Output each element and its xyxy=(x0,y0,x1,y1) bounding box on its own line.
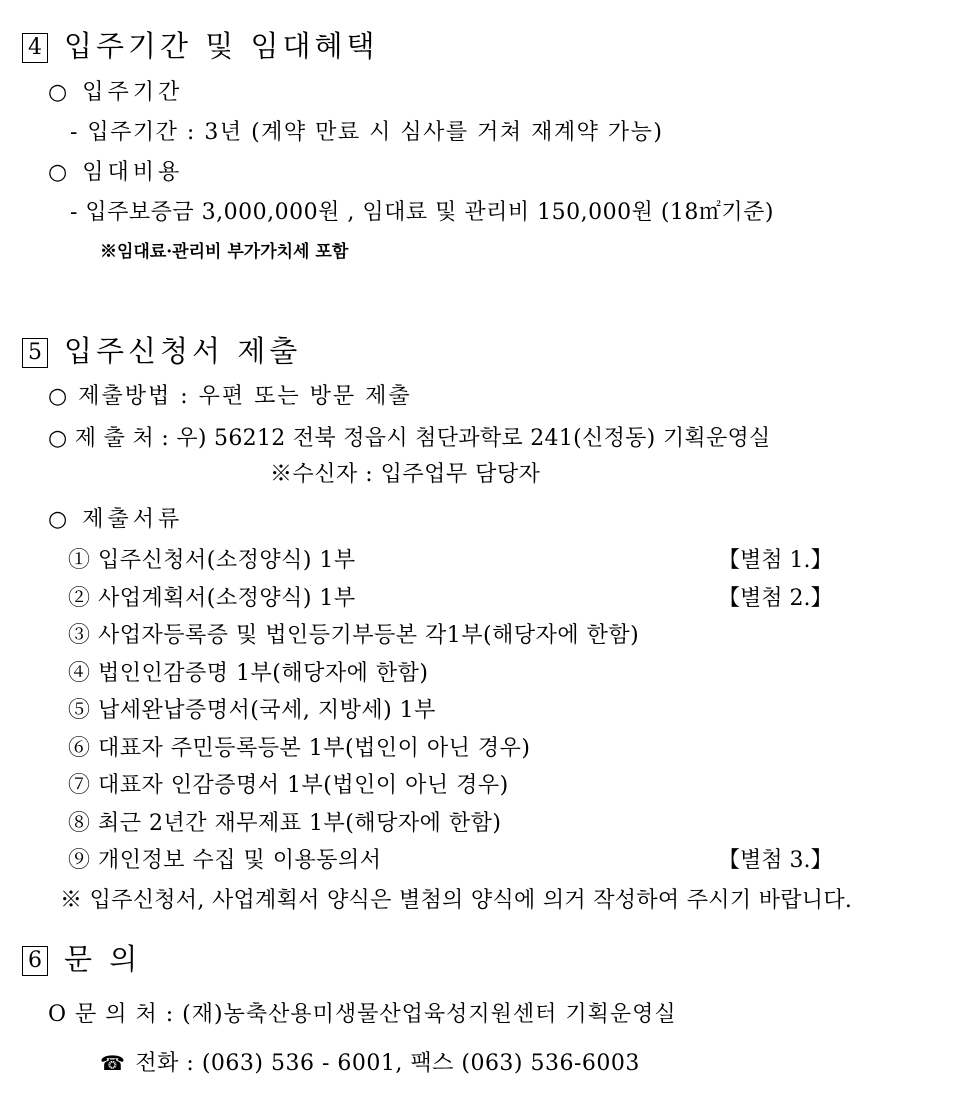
cost-note: ※임대료·관리비 부가가치세 포함 xyxy=(100,242,349,262)
list-item: ① 입주신청서(소정양식) 1부 xyxy=(68,548,356,573)
submit-method: ○ 제출방법 : 우편 또는 방문 제출 xyxy=(48,384,412,409)
phone-line xyxy=(100,1048,640,1079)
section-title: 입주신청서 제출 xyxy=(64,334,302,368)
list-item: ② 사업계획서(소정양식) 1부 xyxy=(68,585,356,611)
recipient-note: ※수신자 : 입주업무 담당자 xyxy=(270,462,541,487)
submit-place: ○ 제 출 처 : 우) 56212 전북 정읍시 첨단과학로 241(신정동) 기획운영실 xyxy=(48,426,771,451)
phone-text: 전화 : (063) 536 - 6001, 팩스 (063) 536-6003 xyxy=(135,1051,640,1076)
list-item: ④ 법인인감증명 1부(해당자에 한함) xyxy=(68,660,429,686)
list-item: ⑤ 납세완납증명서(국세, 지방세) 1부 xyxy=(68,698,436,723)
period-heading: ○ 입주기간 xyxy=(48,80,184,105)
section-6-heading xyxy=(22,940,141,978)
list-item: ⑨ 개인정보 수집 및 이용동의서 xyxy=(68,848,382,873)
list-item: ⑦ 대표자 인감증명서 1부(법인이 아닌 경우) xyxy=(68,773,509,798)
section-number-box: 4 xyxy=(22,33,48,63)
contact-line: O 문 의 처 : (재)농축산용미생물산업육성지원센터 기획운영실 xyxy=(48,1002,677,1027)
forms-note: ※ 입주신청서, 사업계획서 양식은 별첨의 양식에 의거 작성하여 주시기 바랍니다. xyxy=(60,888,853,913)
docs-heading: ○ 제출서류 xyxy=(48,507,184,532)
attachment-label: 【별첨 1.】 xyxy=(718,548,833,573)
cost-detail: - 입주보증금 3,000,000원 , 임대료 및 관리비 150,000원 (18㎡기준) xyxy=(70,200,775,225)
section-number-box: 5 xyxy=(22,338,48,368)
section-number-box: 6 xyxy=(22,946,48,976)
section-5-heading xyxy=(22,332,301,370)
list-item: ⑧ 최근 2년간 재무제표 1부(해당자에 한함) xyxy=(68,810,502,836)
list-item: ⑥ 대표자 주민등록등본 1부(법인이 아닌 경우) xyxy=(68,735,531,761)
phone-icon: ☎ xyxy=(100,1051,126,1075)
list-item: ③ 사업자등록증 및 법인등기부등본 각1부(해당자에 한함) xyxy=(68,623,640,648)
period-detail: - 입주기간 : 3년 (계약 만료 시 심사를 거쳐 재계약 가능) xyxy=(70,120,664,145)
attachment-label: 【별첨 2.】 xyxy=(718,585,833,611)
section-4-heading xyxy=(22,27,379,65)
cost-heading: ○ 임대비용 xyxy=(48,160,184,185)
section-title: 입주기간 및 임대혜택 xyxy=(64,29,379,63)
section-title: 문 의 xyxy=(64,942,142,976)
attachment-label: 【별첨 3.】 xyxy=(718,848,833,873)
